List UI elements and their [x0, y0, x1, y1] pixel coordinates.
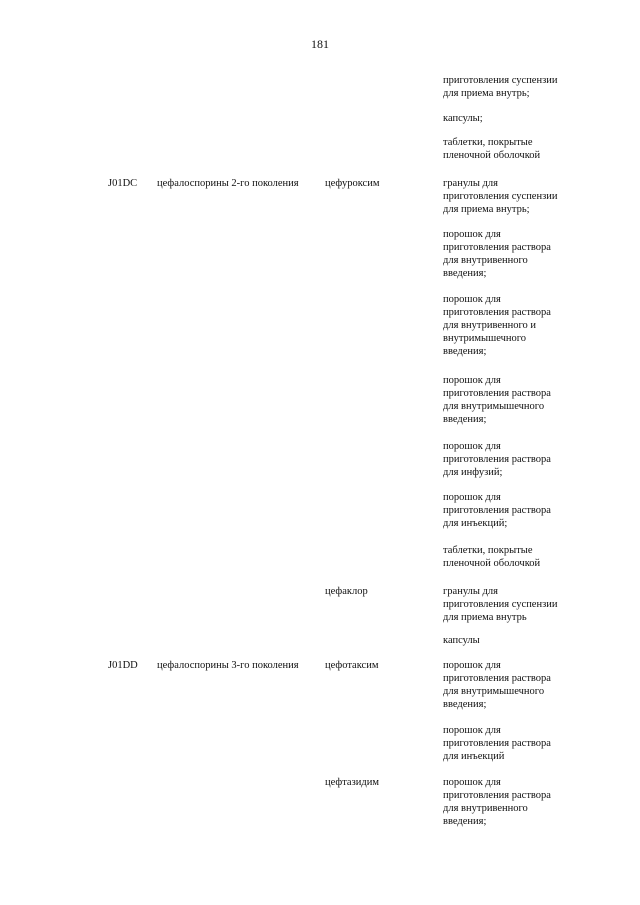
drug-name: цефаклор: [325, 586, 368, 597]
drug-name: цефуроксим: [325, 178, 380, 189]
form-text: порошок для приготовления раствора для инъекций: [443, 725, 551, 762]
form-text: порошок для приготовления раствора для внутривенного введения;: [443, 777, 551, 827]
form-text: гранулы для приготовления суспензии для приема внутрь: [443, 586, 558, 623]
form-text: капсулы: [443, 635, 480, 646]
atc-code: J01DD: [108, 660, 138, 671]
drug-group: цефалоспорины 3-го поколения: [157, 660, 299, 671]
drug-group: цефалоспорины 2-го поколения: [157, 178, 299, 189]
form-text: таблетки, покрытые пленочной оболочкой: [443, 545, 541, 569]
form-text: порошок для приготовления раствора для инфузий;: [443, 441, 551, 478]
drug-name: цефотаксим: [325, 660, 379, 671]
form-text: капсулы;: [443, 113, 483, 124]
form-text: приготовления суспензии для приема внутрь;: [443, 75, 558, 99]
drug-name: цефтазидим: [325, 777, 379, 788]
atc-code: J01DC: [108, 178, 138, 189]
form-text: гранулы для приготовления суспензии для приема внутрь;: [443, 178, 558, 215]
form-text: порошок для приготовления раствора для внутримышечного введения;: [443, 375, 551, 425]
page-number: 181: [311, 37, 329, 51]
form-text: таблетки, покрытые пленочной оболочкой: [443, 137, 541, 161]
form-text: порошок для приготовления раствора для внутривенного введения;: [443, 229, 551, 279]
form-text: порошок для приготовления раствора для внутривенного и внутримышечного введения;: [443, 294, 551, 357]
form-text: порошок для приготовления раствора для внутримышечного введения;: [443, 660, 551, 710]
form-text: порошок для приготовления раствора для инъекций;: [443, 492, 551, 529]
